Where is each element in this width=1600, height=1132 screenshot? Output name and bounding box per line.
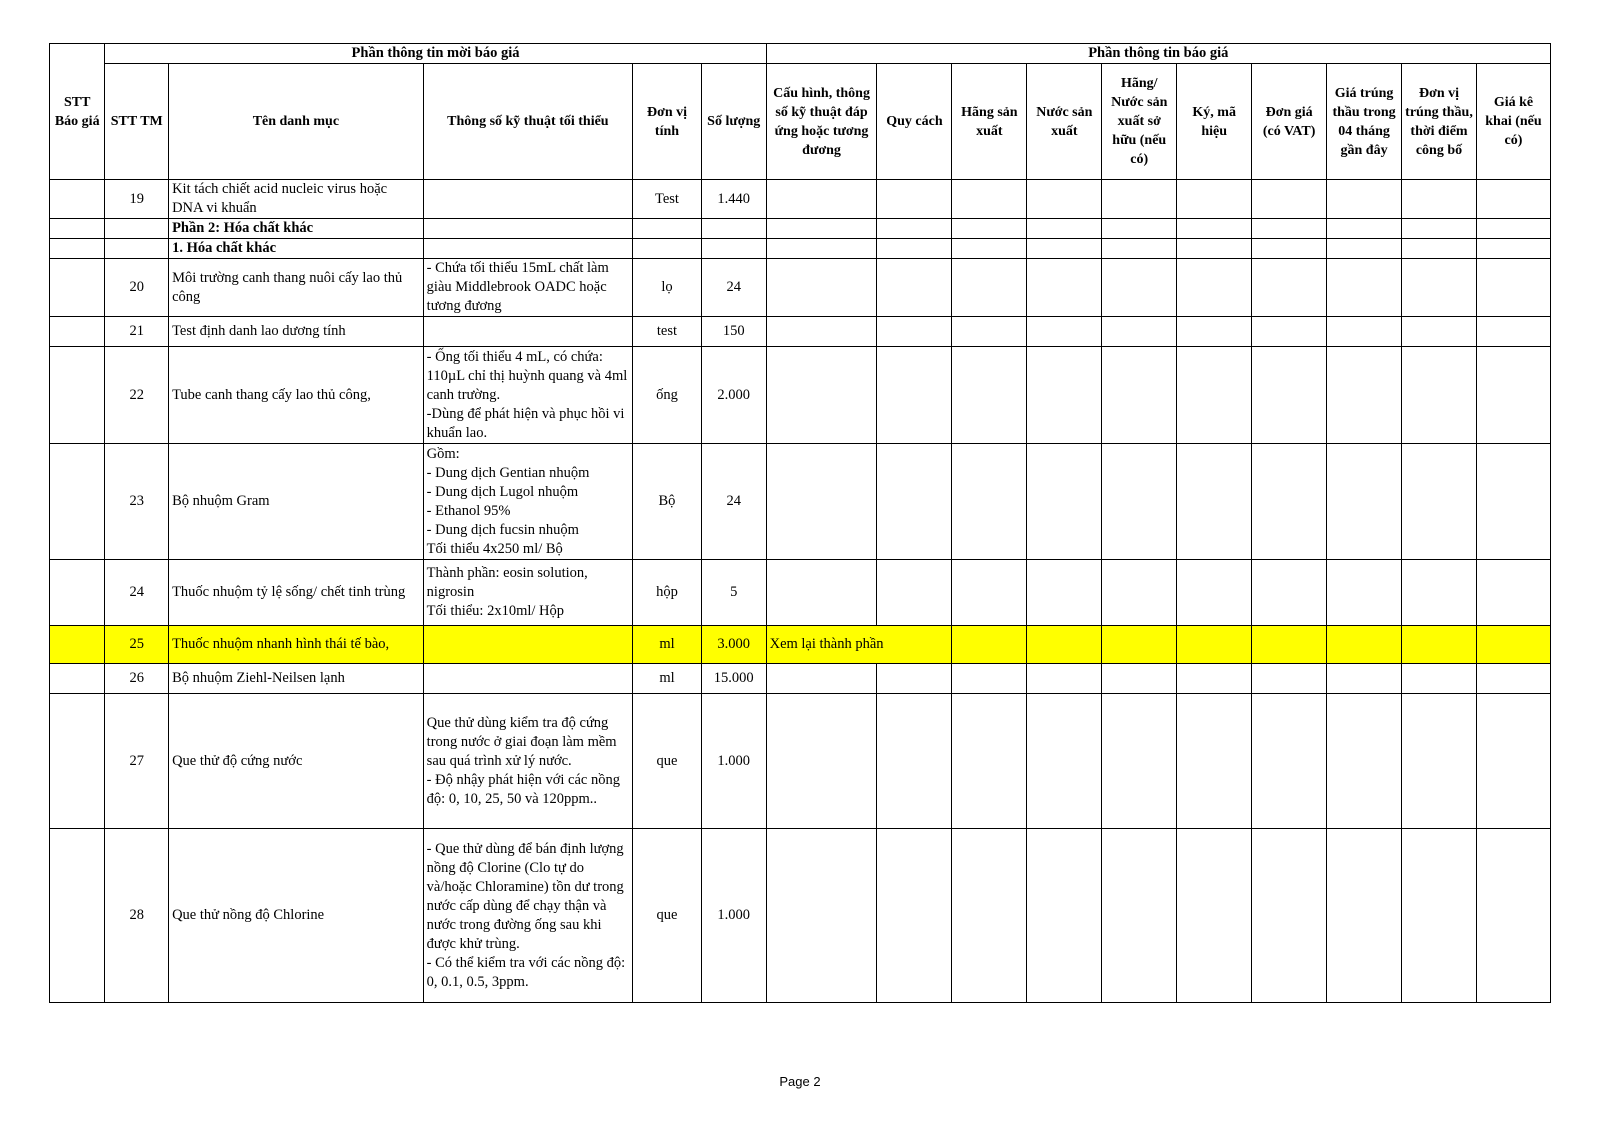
cell-qty: 15.000 — [701, 664, 766, 694]
cell-empty — [1102, 180, 1177, 219]
header-col: Đơn giá (có VAT) — [1252, 64, 1327, 180]
cell-empty — [1327, 829, 1402, 1003]
header-col: Tên danh mục — [169, 64, 424, 180]
cell-empty — [1177, 180, 1252, 219]
cell-empty — [1027, 626, 1102, 664]
cell-empty — [952, 239, 1027, 259]
cell-stt: 25 — [105, 626, 169, 664]
cell-name: Thuốc nhuộm tỷ lệ sống/ chết tinh trùng — [169, 560, 424, 626]
cell-empty — [1476, 444, 1550, 560]
header-col: Nước sản xuất — [1027, 64, 1102, 180]
cell-empty — [1027, 664, 1102, 694]
cell-empty — [1252, 626, 1327, 664]
cell-empty — [1327, 239, 1402, 259]
cell-unit: que — [633, 694, 702, 829]
cell-empty — [952, 626, 1027, 664]
cell-stt-bao-gia — [50, 829, 105, 1003]
cell-stt-bao-gia — [50, 347, 105, 444]
cell-name: Bộ nhuộm Ziehl-Neilsen lạnh — [169, 664, 424, 694]
cell-stt-bao-gia — [50, 664, 105, 694]
cell-empty — [1476, 239, 1550, 259]
cell-empty — [1177, 347, 1252, 444]
cell-qty: 3.000 — [701, 626, 766, 664]
table-row — [50, 664, 1551, 694]
cell-empty — [1327, 347, 1402, 444]
cell-empty — [1476, 347, 1550, 444]
cell-empty — [1476, 259, 1550, 317]
cell-empty — [1177, 219, 1252, 239]
header-group-invite: Phần thông tin mời báo giá — [105, 44, 766, 64]
cell-empty — [1476, 829, 1550, 1003]
cell-empty — [1102, 347, 1177, 444]
cell-spec — [423, 626, 632, 664]
cell-unit: lọ — [633, 259, 702, 317]
cell-empty — [1102, 560, 1177, 626]
cell-qty: 5 — [701, 560, 766, 626]
header-col: Quy cách — [877, 64, 952, 180]
cell-empty — [952, 444, 1027, 560]
cell-stt: 26 — [105, 664, 169, 694]
cell-stt-bao-gia — [50, 560, 105, 626]
cell-stt: 22 — [105, 347, 169, 444]
cell-stt: 23 — [105, 444, 169, 560]
cell-stt-bao-gia — [50, 180, 105, 219]
cell-empty — [1402, 219, 1477, 239]
spec-line: Thành phần: eosin solution, nigrosin — [426, 565, 588, 600]
cell-empty — [952, 694, 1027, 829]
cell-empty — [1402, 444, 1477, 560]
cell-empty — [1027, 829, 1102, 1003]
spec-line: - Ethanol 95% — [426, 502, 511, 519]
cell-empty — [766, 259, 877, 317]
cell-empty — [877, 444, 952, 560]
cell-empty — [1252, 259, 1327, 317]
header-columns-row — [50, 64, 1551, 180]
header-col: STT TM — [105, 64, 169, 180]
cell-empty — [1327, 694, 1402, 829]
cell-unit: ống — [633, 347, 702, 444]
header-col: Hãng/ Nước sản xuất sở hữu (nếu có) — [1102, 64, 1177, 180]
cell-qty: 24 — [701, 259, 766, 317]
cell-empty — [1327, 180, 1402, 219]
cell-empty — [766, 347, 877, 444]
cell-empty — [766, 180, 877, 219]
cell-empty — [1252, 239, 1327, 259]
cell-empty — [1102, 239, 1177, 259]
cell-spec — [423, 259, 632, 317]
header-col: Hãng sản xuất — [952, 64, 1027, 180]
cell-empty — [1252, 560, 1327, 626]
cell-empty — [877, 259, 952, 317]
cell-empty — [1027, 694, 1102, 829]
cell-name: Que thử độ cứng nước — [169, 694, 424, 829]
table-row — [50, 180, 1551, 219]
spec-line: Tối thiểu 4x250 ml/ Bộ — [426, 540, 563, 557]
cell-spec — [423, 180, 632, 219]
cell-empty — [1327, 626, 1402, 664]
cell-empty — [1177, 694, 1252, 829]
cell-name: Tube canh thang cấy lao thủ công, — [169, 347, 424, 444]
cell-empty — [1476, 180, 1550, 219]
spec-line: - Chứa tối thiểu 15mL chất làm giàu Middlebrook OADC hoặc tương đương — [426, 260, 609, 314]
cell-empty — [952, 317, 1027, 347]
cell-empty — [1402, 694, 1477, 829]
cell-empty — [1476, 219, 1550, 239]
cell-empty — [952, 664, 1027, 694]
section-title: Phần 2: Hóa chất khác — [169, 219, 424, 239]
header-col: Đơn vị tính — [633, 64, 702, 180]
cell-stt-bao-gia — [50, 259, 105, 317]
cell-empty — [1102, 829, 1177, 1003]
spec-line: Tối thiểu: 2x10ml/ Hộp — [426, 603, 565, 619]
cell-empty — [1027, 180, 1102, 219]
table-row — [50, 444, 1551, 560]
cell-empty — [1027, 560, 1102, 626]
cell-empty — [1177, 259, 1252, 317]
spec-line: - Ống tối thiểu 4 mL, có chứa: 110µL chỉ thị huỳnh quang và 4ml canh trường. — [426, 348, 628, 403]
cell-empty — [1476, 694, 1550, 829]
cell-empty — [1327, 317, 1402, 347]
cell-empty — [1327, 219, 1402, 239]
cell-empty — [1027, 239, 1102, 259]
cell-qty: 150 — [701, 317, 766, 347]
table-row — [50, 317, 1551, 347]
spec-line: - Dung dịch Lugol nhuộm — [426, 483, 579, 500]
cell-empty — [877, 180, 952, 219]
table-row — [50, 694, 1551, 829]
cell-qty: 1.440 — [701, 180, 766, 219]
cell-spec — [423, 694, 632, 829]
cell-stt-bao-gia — [50, 317, 105, 347]
cell-empty — [1327, 259, 1402, 317]
cell-empty — [1027, 347, 1102, 444]
cell-empty — [1402, 664, 1477, 694]
cell-empty — [1252, 347, 1327, 444]
cell-empty — [877, 219, 952, 239]
section-row — [50, 239, 1551, 259]
cell-empty — [1252, 694, 1327, 829]
cell-empty — [952, 259, 1027, 317]
cell-empty — [1102, 444, 1177, 560]
cell-stt-bao-gia — [50, 239, 105, 259]
spec-line: - Dung dịch Gentian nhuộm — [426, 464, 590, 481]
cell-empty — [1102, 626, 1177, 664]
cell-stt-bao-gia — [50, 626, 105, 664]
cell-empty — [766, 560, 877, 626]
cell-empty — [1402, 560, 1477, 626]
spec-line: -Dùng để phát hiện và phục hồi vi khuẩn lao. — [426, 405, 625, 441]
header-col: Ký, mã hiệu — [1177, 64, 1252, 180]
quotation-table — [49, 43, 1551, 1003]
cell-empty — [423, 239, 632, 259]
cell-unit: hộp — [633, 560, 702, 626]
cell-name: Bộ nhuộm Gram — [169, 444, 424, 560]
cell-spec — [423, 560, 632, 626]
cell-stt — [105, 239, 169, 259]
cell-empty — [1027, 259, 1102, 317]
cell-empty — [1476, 626, 1550, 664]
spec-line: Que thử dùng kiểm tra độ cứng trong nước ở giai đoạn làm mềm sau quá trình xử lý nước. — [426, 714, 617, 769]
cell-name: Test định danh lao dương tính — [169, 317, 424, 347]
cell-qty: 24 — [701, 444, 766, 560]
cell-empty — [1402, 239, 1477, 259]
cell-empty — [1102, 259, 1177, 317]
cell-unit: que — [633, 829, 702, 1003]
cell-empty — [766, 317, 877, 347]
cell-empty — [633, 219, 702, 239]
cell-name: Môi trường canh thang nuôi cấy lao thủ công — [169, 259, 424, 317]
cell-empty — [1327, 444, 1402, 560]
cell-name: Kit tách chiết acid nucleic virus hoặc DNA vi khuẩn — [169, 180, 424, 219]
cell-empty — [1102, 664, 1177, 694]
cell-empty — [1102, 219, 1177, 239]
cell-empty — [766, 239, 877, 259]
cell-empty — [766, 694, 877, 829]
cell-stt-bao-gia — [50, 219, 105, 239]
cell-unit: Bộ — [633, 444, 702, 560]
header-col: Giá trúng thầu trong 04 tháng gần đây — [1327, 64, 1402, 180]
cell-spec — [423, 664, 632, 694]
cell-unit: ml — [633, 626, 702, 664]
header-col: Số lượng — [701, 64, 766, 180]
cell-empty — [766, 444, 877, 560]
cell-empty — [1102, 694, 1177, 829]
header-group-quote: Phần thông tin báo giá — [766, 44, 1550, 64]
cell-empty — [701, 239, 766, 259]
cell-empty — [1476, 664, 1550, 694]
cell-empty — [1252, 317, 1327, 347]
cell-stt: 21 — [105, 317, 169, 347]
cell-empty — [701, 219, 766, 239]
cell-empty — [877, 829, 952, 1003]
cell-empty — [1027, 219, 1102, 239]
cell-empty — [877, 317, 952, 347]
cell-qty: 1.000 — [701, 829, 766, 1003]
cell-stt: 24 — [105, 560, 169, 626]
cell-empty — [1252, 664, 1327, 694]
cell-note: Xem lại thành phần — [766, 626, 952, 664]
cell-stt: 28 — [105, 829, 169, 1003]
section-title: 1. Hóa chất khác — [169, 239, 424, 259]
cell-empty — [423, 219, 632, 239]
cell-stt: 19 — [105, 180, 169, 219]
cell-empty — [1252, 829, 1327, 1003]
header-col: Đơn vị trúng thầu, thời điểm công bố — [1402, 64, 1477, 180]
cell-stt-bao-gia — [50, 694, 105, 829]
cell-empty — [1476, 317, 1550, 347]
cell-empty — [1402, 259, 1477, 317]
cell-spec — [423, 444, 632, 560]
cell-empty — [766, 829, 877, 1003]
cell-spec — [423, 347, 632, 444]
table-row — [50, 626, 1551, 664]
table-row — [50, 829, 1551, 1003]
spec-line: Gồm: — [426, 445, 460, 462]
cell-empty — [877, 664, 952, 694]
cell-empty — [1102, 317, 1177, 347]
spec-line: - Que thử dùng để bán định lượng nồng độ Clorine (Clo tự do và/hoặc Chloramine) tồn dư trong nước cấp dùng để chạy thận và nước trong đường ống sau khi được khử trùng. — [426, 840, 624, 952]
cell-empty — [952, 560, 1027, 626]
cell-empty — [1402, 317, 1477, 347]
cell-empty — [633, 239, 702, 259]
cell-stt — [105, 219, 169, 239]
header-col: Cấu hình, thông số kỹ thuật đáp ứng hoặc tương đương — [766, 64, 877, 180]
cell-empty — [766, 219, 877, 239]
cell-qty: 1.000 — [701, 694, 766, 829]
cell-name: Que thử nồng độ Chlorine — [169, 829, 424, 1003]
spec-line: - Độ nhậy phát hiện với các nồng độ: 0, 10, 25, 50 và 120ppm.. — [426, 771, 620, 807]
table-row — [50, 259, 1551, 317]
cell-empty — [952, 829, 1027, 1003]
cell-empty — [1177, 664, 1252, 694]
cell-empty — [766, 664, 877, 694]
cell-empty — [1252, 444, 1327, 560]
cell-empty — [1177, 317, 1252, 347]
cell-empty — [1476, 560, 1550, 626]
cell-empty — [952, 347, 1027, 444]
cell-stt-bao-gia — [50, 444, 105, 560]
cell-empty — [952, 180, 1027, 219]
cell-empty — [1027, 317, 1102, 347]
cell-empty — [1402, 180, 1477, 219]
page-number: Page 2 — [779, 1074, 821, 1089]
cell-empty — [1177, 560, 1252, 626]
cell-empty — [1177, 829, 1252, 1003]
cell-name: Thuốc nhuộm nhanh hình thái tế bào, — [169, 626, 424, 664]
cell-stt: 27 — [105, 694, 169, 829]
cell-empty — [1177, 239, 1252, 259]
cell-empty — [1252, 180, 1327, 219]
cell-empty — [1402, 829, 1477, 1003]
cell-empty — [1402, 626, 1477, 664]
cell-empty — [1177, 444, 1252, 560]
cell-unit: Test — [633, 180, 702, 219]
cell-empty — [877, 694, 952, 829]
cell-empty — [1327, 560, 1402, 626]
cell-stt: 20 — [105, 259, 169, 317]
cell-empty — [952, 219, 1027, 239]
section-row — [50, 219, 1551, 239]
cell-qty: 2.000 — [701, 347, 766, 444]
cell-empty — [1327, 664, 1402, 694]
cell-unit: test — [633, 317, 702, 347]
header-col: Thông số kỹ thuật tối thiểu — [423, 64, 632, 180]
table-row — [50, 347, 1551, 444]
cell-empty — [877, 239, 952, 259]
cell-spec — [423, 829, 632, 1003]
cell-empty — [1252, 219, 1327, 239]
header-col: Giá kê khai (nếu có) — [1476, 64, 1550, 180]
spec-line: - Dung dịch fucsin nhuộm — [426, 521, 579, 538]
cell-empty — [1402, 347, 1477, 444]
cell-empty — [877, 347, 952, 444]
spec-line: - Có thể kiểm tra với các nồng độ: 0, 0.1, 0.5, 3ppm. — [426, 954, 626, 990]
cell-empty — [1027, 444, 1102, 560]
cell-spec — [423, 317, 632, 347]
cell-empty — [877, 560, 952, 626]
table-row — [50, 560, 1551, 626]
header-group-row — [50, 44, 1551, 64]
cell-unit: ml — [633, 664, 702, 694]
header-stt-bao-gia: STT Báo giá — [50, 44, 105, 180]
cell-empty — [1177, 626, 1252, 664]
